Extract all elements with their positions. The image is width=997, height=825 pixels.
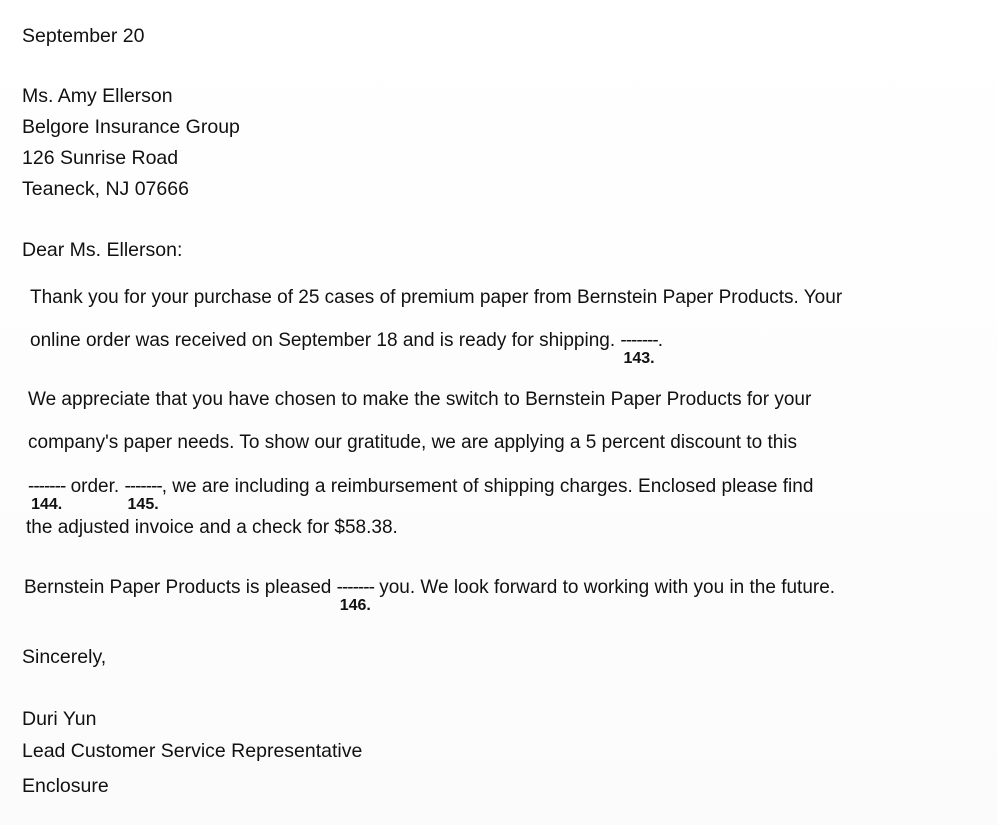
paragraph-1-end: . <box>657 330 663 351</box>
paragraph-2-line-2: company's paper needs. To show our gratitude, we are applying a 5 percent discount to this <box>28 432 798 453</box>
paragraph-1-text: online order was received on September 18 and is ready for shipping. <box>30 330 621 351</box>
paragraph-2-line-4: the adjusted invoice and a check for $58.38. <box>26 517 398 538</box>
question-number-144: 144. <box>31 496 63 513</box>
paragraph-2-line-3 <box>28 475 814 513</box>
blank-dash: ------- <box>336 577 374 598</box>
blank-145 <box>124 476 162 513</box>
blank-143 <box>620 330 658 367</box>
blank-144 <box>28 476 66 513</box>
paragraph-2-text-b: , we are including a reimbursement of shipping charges. Enclosed please find <box>161 476 814 497</box>
paragraph-3 <box>24 576 836 614</box>
signature-title: Lead Customer Service Representative <box>22 740 363 762</box>
paragraph-1-line-1: Thank you for your purchase of 25 cases of premium paper from Bernstein Paper Products. Your <box>30 287 843 308</box>
recipient-name: Ms. Amy Ellerson <box>22 85 173 107</box>
blank-dash: ------- <box>124 476 162 497</box>
paragraph-3-text-a: Bernstein Paper Products is pleased <box>24 577 337 598</box>
recipient-city: Teaneck, NJ 07666 <box>22 178 189 200</box>
signature-name: Duri Yun <box>22 708 97 730</box>
paragraph-2-text-a: order. <box>65 476 125 497</box>
recipient-company: Belgore Insurance Group <box>22 116 240 138</box>
blank-dash: ------- <box>620 330 658 351</box>
question-number-143: 143. <box>623 350 655 367</box>
question-number-145: 145. <box>127 496 159 513</box>
blank-146 <box>336 577 374 614</box>
paragraph-2-line-1: We appreciate that you have chosen to make the switch to Bernstein Paper Products for your <box>28 389 812 410</box>
letter-date: September 20 <box>22 25 145 47</box>
closing: Sincerely, <box>22 646 107 668</box>
question-number-146: 146. <box>339 597 371 614</box>
blank-dash: ------- <box>28 476 66 497</box>
recipient-street: 126 Sunrise Road <box>22 147 179 169</box>
paragraph-1-line-2 <box>30 329 663 367</box>
salutation: Dear Ms. Ellerson: <box>22 239 183 261</box>
paragraph-3-text-b: you. We look forward to working with you in the future. <box>373 577 836 598</box>
enclosure-note: Enclosure <box>22 775 109 797</box>
